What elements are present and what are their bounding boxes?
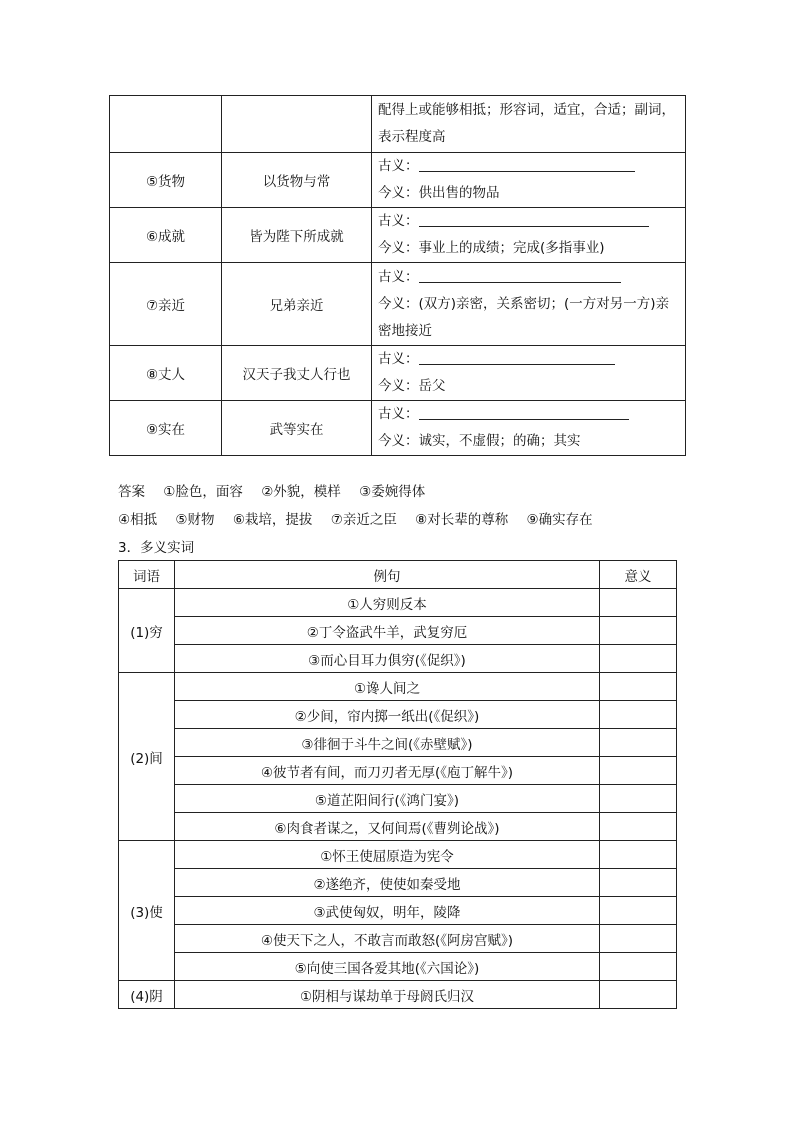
example-cell: ①人穷则反本 <box>175 589 600 617</box>
example-cell: ④彼节者有间，而刀刃者无厚(《庖丁解牛》) <box>175 757 600 785</box>
example-cell: ⑤道芷阳间行(《鸿门宴》) <box>175 785 600 813</box>
header-meaning: 意义 <box>600 561 677 589</box>
table-row <box>110 346 686 401</box>
table-row <box>119 617 677 645</box>
example-cell: ②丁令盗武牛羊，武复穷厄 <box>175 617 600 645</box>
ancient-meaning-label: 古义： <box>378 158 419 174</box>
example-cell: ②少间，帘内掷一纸出(《促织》) <box>175 701 600 729</box>
answer-line-1 <box>118 480 439 500</box>
ancient-meaning-label: 古义： <box>378 213 419 229</box>
table-row <box>110 263 686 346</box>
word-cell: (3)使 <box>119 841 175 981</box>
example-cell: ③徘徊于斗牛之间(《赤壁赋》) <box>175 729 600 757</box>
table-row <box>119 757 677 785</box>
word-cell: ⑨实在 <box>110 401 222 456</box>
meaning-answer-cell[interactable] <box>600 981 677 1009</box>
answer-blank <box>419 405 629 420</box>
example-cell: 皆为陛下所成就 <box>222 208 372 263</box>
section-title: 3．多义实词 <box>118 540 195 556</box>
meaning-answer-cell[interactable] <box>600 617 677 645</box>
meaning-answer-cell[interactable] <box>600 813 677 841</box>
continued-meaning-text: 配得上或能够相抵；形容词，适宜，合适；副词，表示程度高 <box>372 96 686 153</box>
word-cell: ⑤货物 <box>110 153 222 208</box>
table-row <box>119 701 677 729</box>
answer-blank <box>419 212 649 227</box>
example-cell: 汉天子我丈人行也 <box>222 346 372 401</box>
table-row <box>119 925 677 953</box>
example-cell: ③而心目耳力俱穷(《促织》) <box>175 645 600 673</box>
answer-label: 答案 <box>118 484 145 500</box>
example-cell: ①怀王使屈原造为宪令 <box>175 841 600 869</box>
meaning-answer-cell[interactable] <box>600 701 677 729</box>
meaning-answer-cell[interactable] <box>600 729 677 757</box>
word-cell: ⑧丈人 <box>110 346 222 401</box>
answer-blank <box>419 268 621 283</box>
example-cell: ③武使匈奴，明年，陵降 <box>175 897 600 925</box>
table-row <box>119 589 677 617</box>
header-word: 词语 <box>119 561 175 589</box>
answer-item: ⑥栽培，提拔 <box>232 512 313 528</box>
answer-item: ⑧对长辈的尊称 <box>415 512 509 528</box>
answer-item: ②外貌，模样 <box>261 484 341 500</box>
table-row <box>119 953 677 981</box>
answer-item: ⑦亲近之臣 <box>330 512 397 528</box>
modern-meaning: 今义：供出售的物品 <box>378 185 500 201</box>
meaning-answer-cell[interactable] <box>600 869 677 897</box>
header-example: 例句 <box>175 561 600 589</box>
ancient-meaning-label: 古义： <box>378 351 419 367</box>
meaning-answer-cell[interactable] <box>600 645 677 673</box>
example-cell: 兄弟亲近 <box>222 263 372 346</box>
answer-blank <box>419 157 635 172</box>
example-cell: ④使天下之人，不敢言而敢怒(《阿房宫赋》) <box>175 925 600 953</box>
word-cell: (1)穷 <box>119 589 175 673</box>
modern-meaning: 今义：事业上的成绩；完成(多指事业) <box>378 240 605 256</box>
answer-blank <box>419 350 615 365</box>
table-row <box>110 153 686 208</box>
meaning-answer-cell[interactable] <box>600 925 677 953</box>
example-cell: ①阴相与谋劫单于母阏氏归汉 <box>175 981 600 1009</box>
meaning-answer-cell[interactable] <box>600 953 677 981</box>
example-cell: 武等实在 <box>222 401 372 456</box>
answer-item: ①脸色，面容 <box>163 484 243 500</box>
meaning-answer-cell[interactable] <box>600 589 677 617</box>
table-row <box>119 897 677 925</box>
example-cell: ②遂绝齐，使使如秦受地 <box>175 869 600 897</box>
example-cell: ①谗人间之 <box>175 673 600 701</box>
answer-item: ③委婉得体 <box>359 484 426 500</box>
word-cell: ⑥成就 <box>110 208 222 263</box>
ancient-meaning-label: 古义： <box>378 268 419 285</box>
meaning-answer-cell[interactable] <box>600 785 677 813</box>
word-cell: (4)阴 <box>119 981 175 1009</box>
table-row <box>119 981 677 1009</box>
answer-item: ⑨确实存在 <box>526 512 593 528</box>
word-cell: ⑦亲近 <box>110 263 222 346</box>
table-row <box>119 785 677 813</box>
table-row <box>119 673 677 701</box>
answer-line-2 <box>118 508 607 528</box>
table-row <box>119 841 677 869</box>
modern-meaning: 今义：岳父 <box>378 378 446 394</box>
example-cell: ⑥肉食者谋之，又何间焉(《曹刿论战》) <box>175 813 600 841</box>
table-row <box>119 645 677 673</box>
table-row <box>110 208 686 263</box>
polysemy-table <box>118 560 677 1009</box>
table-header-row <box>119 561 677 589</box>
table-row <box>119 813 677 841</box>
modern-meaning: 今义：(双方)亲密，关系密切；(一方对另一方)亲密地接近 <box>378 295 670 339</box>
example-cell: ⑤向使三国各爱其地(《六国论》) <box>175 953 600 981</box>
ancient-meaning-label: 古义： <box>378 406 419 422</box>
table-row <box>119 869 677 897</box>
meaning-answer-cell[interactable] <box>600 897 677 925</box>
answer-item: ⑤财物 <box>175 512 215 528</box>
meaning-answer-cell[interactable] <box>600 841 677 869</box>
ancient-modern-meaning-table <box>109 95 686 456</box>
modern-meaning: 今义：诚实，不虚假；的确；其实 <box>378 433 581 449</box>
table-row <box>119 729 677 757</box>
table-row <box>110 96 686 153</box>
word-cell: (2)间 <box>119 673 175 841</box>
answer-item: ④相抵 <box>118 512 158 528</box>
table-row <box>110 401 686 456</box>
meaning-answer-cell[interactable] <box>600 757 677 785</box>
example-cell: 以货物与常 <box>222 153 372 208</box>
meaning-answer-cell[interactable] <box>600 673 677 701</box>
